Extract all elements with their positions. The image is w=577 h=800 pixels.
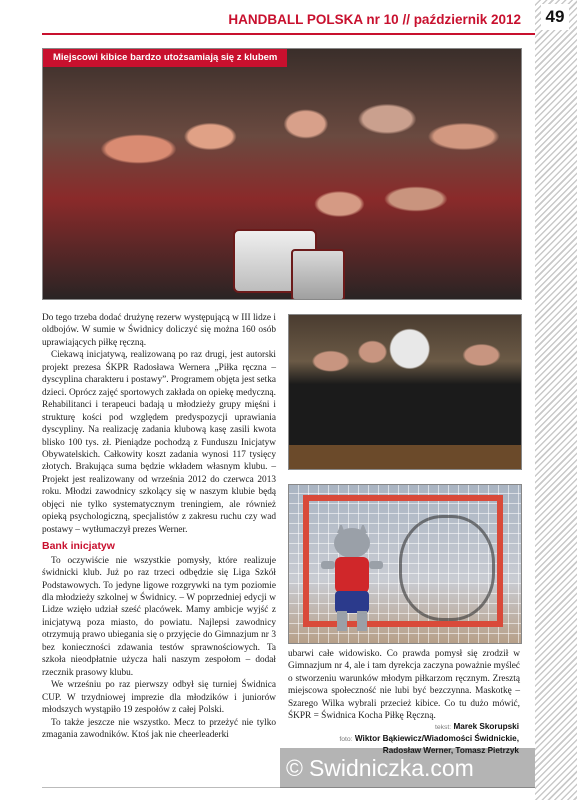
page-number: 49 <box>541 4 569 30</box>
watermark-site: Swidniczka.com <box>308 755 474 781</box>
article-paragraph: Do tego trzeba dodać drużynę rezerw występującą w III lidze i oldbojów. W sumie w Świdnicy doliczyć się można 160 osób uprawiających piłkę ręczną. <box>42 313 276 348</box>
article-column-2 <box>288 648 520 723</box>
players-photo <box>288 314 522 470</box>
photo-authors: Wiktor Bąkiewicz/Wiadomości Świdnickie, <box>354 734 519 743</box>
decorative-hatch-margin <box>535 0 577 800</box>
header-divider <box>42 33 535 35</box>
article-column-1 <box>42 312 276 741</box>
article-paragraph: ubarwi całe widowisko. Co prawda pomysł się zrodził w Gimnazjum nr 4, ale i tam dyrekcja zaczyna poważnie myśleć o stworzeniu warunków młodym piłkarzom ręcznym. Zresztą miejscowa społeczność nie lubi być bezczynna. Maskotkę – Szarego Wilka wybrali przecież kibice. Co tu dużo mówić, ŚKPR = Świdnica Kocha Piłkę Ręczną. <box>288 649 520 722</box>
article-paragraph: We wrześniu po raz pierwszy odbył się turniej Świdnica CUP. W trzydniowej imprezie dla młodzików i juniorów młodszych wystąpiło 19 zespołów z całej Polski. <box>42 680 276 716</box>
fans-photo <box>42 48 522 300</box>
magazine-header: HANDBALL POLSKA nr 10 // październik 2012 <box>228 12 521 27</box>
bench-board <box>289 445 521 469</box>
site-watermark <box>280 748 535 788</box>
credit-label: foto: <box>339 736 353 743</box>
wolf-mascot-icon <box>317 525 387 635</box>
drum-shape <box>291 249 345 300</box>
copyright-icon: © <box>286 755 303 781</box>
section-heading: Bank inicjatyw <box>42 540 115 553</box>
mascot-photo <box>288 484 522 644</box>
wolf-mural <box>399 515 495 621</box>
photo-caption: Miejscowi kibice bardzo utożsamiają się z klubem <box>43 49 287 67</box>
article-paragraph: To oczywiście nie wszystkie pomysły, które realizuje świdnicki klub. Już po raz trzeci odbędzie się Liga Szkół Podstawowych. To jedyne ligowe rozgrywki na tym poziomie dla młodzieży szkolnej w Świdnicy. – W poprzedniej edycji w Lidze wzięło udział sześć placówek. Mamy ambicje wyjść z inicjatywą poza miasto, do powiatu. Najlepsi zawodnicy otrzymują prawo ubiegania się o przyjęcie do Gimnazjum nr 3 bez konieczności zdawania testów sprawnościowych. Ta szkoła nieodpłatnie użycza hali naszym zespołom – dodał rzecznik prasowy klubu. <box>42 555 276 678</box>
credit-label: tekst: <box>434 724 452 731</box>
article-paragraph: To także jeszcze nie wszystko. Mecz to przeżyć nie tylko zmagania zawodników. Ktoś jak nie cheerleaderki <box>42 717 276 740</box>
text-author: Marek Skorupski <box>453 722 519 731</box>
photo-authors: Radosław Werner, Tomasz Pietrzyk <box>382 746 519 755</box>
article-paragraph: Ciekawą inicjatywą, realizowaną po raz drugi, jest autorski projekt prezesa ŚKPR Radosława Wernera „Piłka ręczna – dyscyplina charakteru i postawy”. Programem objęta jest setka dzieci. Oprócz zajęć sportowych zakłada on opiekę medyczną. Rehabilitanci i terapeuci badają u młodzieży grupy mięśni i strukturę kości pod względem predyspozycji uprawiania dyscypliny. Na realizację zadania klubową kasę zasili kwota blisko 100 tys. zł. Pieniądze pochodzą z Funduszu Inicjatyw Obywatelskich. Całkowity koszt zadania wynosi 117 tysięcy złotych. Brakująca suma będzie wkładem własnym klubu. – Projekt jest realizowany od września 2012 do czerwca 2013 roku. Młodzi zawodnicy szkolący się w naszym klubie będą objęci nie tylko systematycznym treningiem, ale również opieką psychologiczną, specjalistów z zakresu ruchu czy wad postawy – wytłumaczył prezes Werner. <box>42 350 276 535</box>
